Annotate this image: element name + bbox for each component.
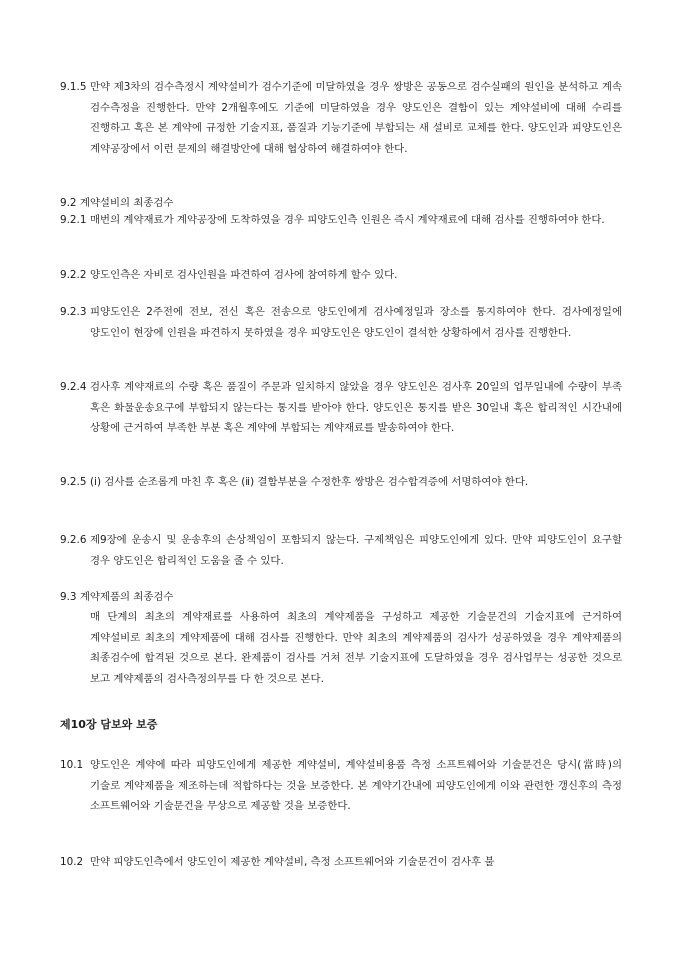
clause-text: 양도인은 계약에 따라 피양도인에게 제공한 계약설비, 계약설비용품 측정 소프트웨어와 기술문건은 당시(當時)의 기술로 계약제품을 제조하는데 적합하다는 것을 보증한다. 본 계약기간내에 피양도인에게 이와 관련한 갱신후의 측정 소프트웨어와 기술문건을 무상으로 제공할 것을 보증한다.: [90, 759, 622, 812]
clause-9-2-5: [60, 472, 622, 493]
clause-10-2: [60, 852, 622, 873]
clause-number: 9.2.5: [60, 476, 87, 488]
clause-number: 9.2.4: [60, 381, 87, 393]
clause-text: 매번의 계약재료가 계약공장에 도착하였을 경우 피양도인측 인원은 즉시 계약재료에 대해 검사를 진행하여야 한다.: [90, 214, 605, 226]
clause-number: 10.1: [60, 759, 84, 771]
clause-text: 피양도인은 2주전에 전보, 전신 혹은 전송으로 양도인에게 검사예정일과 장소를 통지하여야 한다. 검사예정일에 양도인이 현장에 인원을 파견하지 못하였을 경우 피양도인은 양도인이 결석한 상황하에서 검사를 진행한다.: [90, 306, 622, 339]
clause-number: 9.2.3: [60, 306, 87, 318]
clause-9-2-2: [60, 265, 622, 286]
clause-text: 만약 피양도인측에서 양도인이 제공한 계약설비, 측정 소프트웨어와 기술문건이 검사후 불: [90, 856, 495, 868]
chapter-10-title: 제10장 담보와 보증: [60, 718, 158, 731]
clause-text: (ⅰ) 검사를 순조롭게 마친 후 혹은 (ⅱ) 결함부분을 수정한후 쌍방은 검수합격증에 서명하여야 한다.: [90, 476, 529, 488]
section-heading-9-2: 9.2 계약설비의 최종검수: [60, 197, 174, 209]
clause-text: 만약 제3차의 검수측정시 계약설비가 검수기준에 미달하였을 경우 쌍방은 공동으로 검수실패의 원인을 분석하고 계속 검수측정을 진행한다. 만약 2개월후에도 기준에 미달하였을 경우 양도인은 결함이 있는 계약설비에 대해 수리를 진행하고 혹은 본 계약에 규정한 기술지표, 품질과 기능기준에 부합되는 새 설비로 교체를 한다. 양도인과 피양도인은 계약공장에서 이런 문제의 해결방안에 대해 협상하여 해결하여야 한다.: [90, 81, 622, 155]
clause-number: 9.2.2: [60, 269, 87, 281]
section-9-3-text: 매 단계의 최초의 계약재료를 사용하여 최초의 계약제품을 구성하고 제공한 기술문건의 기술지표에 근거하여 계약설비로 최초의 계약제품에 대해 검사를 진행한다. 만약 최초의 계약제품의 검사가 성공하였을 경우 계약제품의 최종검수에 합격된 것으로 본다. 완제품이 검사를 거쳐 전부 기술지표에 도달하였을 경우 검사업무는 성공한 것으로 보고 계약제품의 검사측정의무를 다 한 것으로 본다.: [90, 611, 622, 685]
clause-9-2-3: [60, 302, 622, 343]
clause-text: 검사후 계약재료의 수량 혹은 품질이 주문과 일치하지 않았을 경우 양도인은 검사후 20일의 업무일내에 수량이 부족 혹은 화물운송요구에 부합되지 않는다는 통지를 받아야 한다. 양도인은 통지를 받은 30일내 혹은 합리적인 시간내에 상황에 근거하여 부족한 부분 혹은 계약에 부합되는 계약재료를 발송하여야 한다.: [90, 381, 622, 434]
section-heading-9-3: 9.3 계약제품의 최종검수: [60, 591, 174, 603]
section-9-3: [60, 587, 622, 689]
clause-number: 9.2.1: [60, 214, 87, 226]
clause-10-1: [60, 755, 622, 817]
clause-number: 9.2.6: [60, 534, 87, 546]
clause-9-2-6: [60, 530, 622, 571]
clause-9-1-5: [60, 77, 622, 159]
clause-number: 9.1.5: [60, 81, 87, 93]
clause-text: 제9장에 운송시 및 운송후의 손상책임이 포함되지 않는다. 구제책임은 피양도인에게 있다. 만약 피양도인이 요구할 경우 양도인은 합리적인 도움을 줄 수 있다.: [90, 534, 622, 567]
clause-text: 양도인측은 자비로 검사인원을 파견하여 검사에 참여하게 할수 있다.: [90, 269, 398, 281]
clause-number: 10.2: [60, 856, 84, 868]
clause-9-2-1: [60, 210, 622, 231]
clause-9-2-4: [60, 377, 622, 439]
